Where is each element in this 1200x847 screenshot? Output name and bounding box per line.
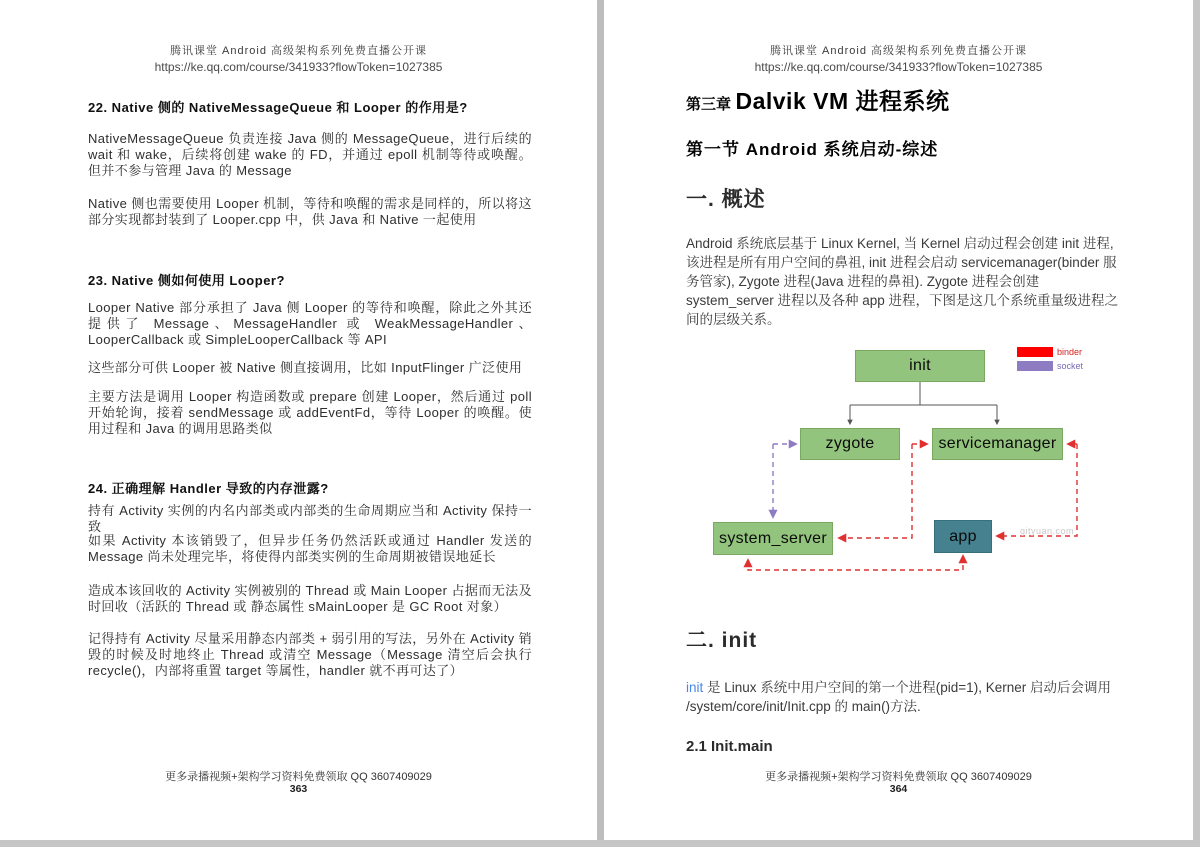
node-system-server [713, 522, 833, 555]
legend-socket [1017, 361, 1083, 371]
node-init-label: init [909, 357, 931, 374]
node-zygote [800, 428, 900, 460]
paragraph: 主要方法是调用 Looper 构造函数或 prepare 创建 Looper，然后通过 poll 开始轮询，接着 sendMessage 或 addEventFd，等待 Looper 的唤醒。使用过程和 Java 的调用思路类似 [88, 389, 532, 436]
page-number: 363 [289, 783, 308, 795]
chapter-number: 第三章 [686, 96, 732, 113]
socket-legend-label: socket [1057, 361, 1084, 371]
paragraph: 这些部分可供 Looper 被 Native 侧直接调用，比如 InputFlinger 广泛使用 [88, 360, 523, 375]
node-zygote-label: zygote [825, 435, 875, 452]
footer-note: 更多录播视频+架构学习资料免费领取 QQ 3607409029 [765, 771, 1032, 783]
node-servicemanager [932, 428, 1063, 460]
init-heading: 二. init [686, 629, 758, 652]
overview-paragraph: Android 系统底层基于 Linux Kernel, 当 Kernel 启动过程会创建 init 进程, 该进程是所有用户空间的鼻祖, init 进程会启动 servicemanager(binder 服务管家), Zygote 进程(Java 进程的鼻祖). Zygote 进程会创建 system_server 进程以及各种 app 进程，下图是这几个系统重量级进程之间的层级关系。 [686, 236, 1119, 327]
chapter-heading [686, 83, 1121, 116]
paragraph: Looper Native 部分承担了 Java 侧 Looper 的等待和唤醒，除此之外其还提供了 Message、MessageHandler 或 WeakMessageHandler、LooperCallback 或 SimpleLooperCallback 等 API [88, 300, 532, 347]
page-number: 364 [889, 783, 908, 795]
footer-note: 更多录播视频+架构学习资料免费领取 QQ 3607409029 [165, 771, 432, 783]
paragraph: 持有 Activity 实例的内名内部类或内部类的生命周期应当和 Activity 保持一致 [88, 503, 532, 534]
question-24-heading: 24. 正确理解 Handler 导致的内存泄露? [88, 481, 329, 496]
node-app-label: app [949, 527, 977, 545]
question-23-heading: 23. Native 侧如何使用 Looper? [88, 273, 285, 288]
course-url: https://ke.qq.com/course/341933?flowToken=1027385 [754, 60, 1043, 74]
binder-color-swatch [1017, 347, 1053, 357]
question-22-heading: 22. Native 侧的 NativeMessageQueue 和 Looper 的作用是? [88, 100, 468, 115]
chapter-title: Dalvik VM 进程系统 [735, 88, 950, 114]
node-servicemanager-label: servicemanager [938, 435, 1057, 452]
course-url: https://ke.qq.com/course/341933?flowToken=1027385 [154, 60, 443, 74]
process-hierarchy-diagram [699, 345, 1179, 590]
viewer-bottom-edge [0, 840, 1200, 847]
page-gap-divider [597, 0, 604, 840]
page-header [0, 42, 597, 74]
overview-heading: 一. 概述 [686, 188, 766, 211]
init-paragraph-text: 是 Linux 系统中用户空间的第一个进程(pid=1), Kerner 启动后会调用 /system/core/init/Init.cpp 的 main()方法. [686, 680, 1111, 714]
binder-legend-label: binder [1057, 347, 1083, 357]
document-page-right [604, 0, 1193, 840]
legend-binder [1017, 347, 1082, 357]
subsection-heading: 2.1 Init.main [686, 738, 773, 755]
viewer-right-edge [1193, 0, 1200, 847]
node-init [855, 350, 985, 382]
init-link[interactable]: init [686, 680, 704, 695]
diagram-watermark: gityuan.com [1020, 526, 1075, 536]
paragraph: 造成本该回收的 Activity 实例被别的 Thread 或 Main Looper 占据而无法及时回收（活跃的 Thread 或 静态属性 sMainLooper 是 GC Root 对象） [88, 583, 532, 614]
socket-color-swatch [1017, 361, 1053, 371]
page-header [604, 42, 1193, 74]
node-system-server-label: system_server [719, 529, 827, 547]
paragraph: 记得持有 Activity 尽量采用静态内部类 + 弱引用的写法，另外在 Activity 销毁的时候及时地终止 Thread 或清空 Message（Message 清空后会执行 recycle()，内部将重置 target 等属性，handler 就不再可达了） [88, 631, 532, 678]
node-app [934, 520, 992, 553]
course-title: 腾讯课堂 Android 高级架构系列免费直播公开课 [169, 45, 428, 57]
document-page-left [0, 0, 597, 840]
paragraph: NativeMessageQueue 负责连接 Java 侧的 MessageQueue，进行后续的 wait 和 wake，后续将创建 wake 的 FD，并通过 epoll 机制等待或唤醒。但并不参与管理 Java 的 Message [88, 131, 532, 178]
section-heading: 第一节 Android 系统启动-综述 [686, 140, 939, 159]
paragraph: 如果 Activity 本该销毁了，但异步任务仍然活跃或通过 Handler 发送的 Message 尚未处理完毕，将使得内部类实例的生命周期被错误地延长 [88, 533, 532, 564]
course-title: 腾讯课堂 Android 高级架构系列免费直播公开课 [769, 45, 1028, 57]
paragraph: Native 侧也需要使用 Looper 机制，等待和唤醒的需求是同样的，所以将这部分实现都封装到了 Looper.cpp 中，供 Java 和 Native 一起使用 [88, 196, 532, 227]
init-paragraph [686, 678, 1121, 716]
